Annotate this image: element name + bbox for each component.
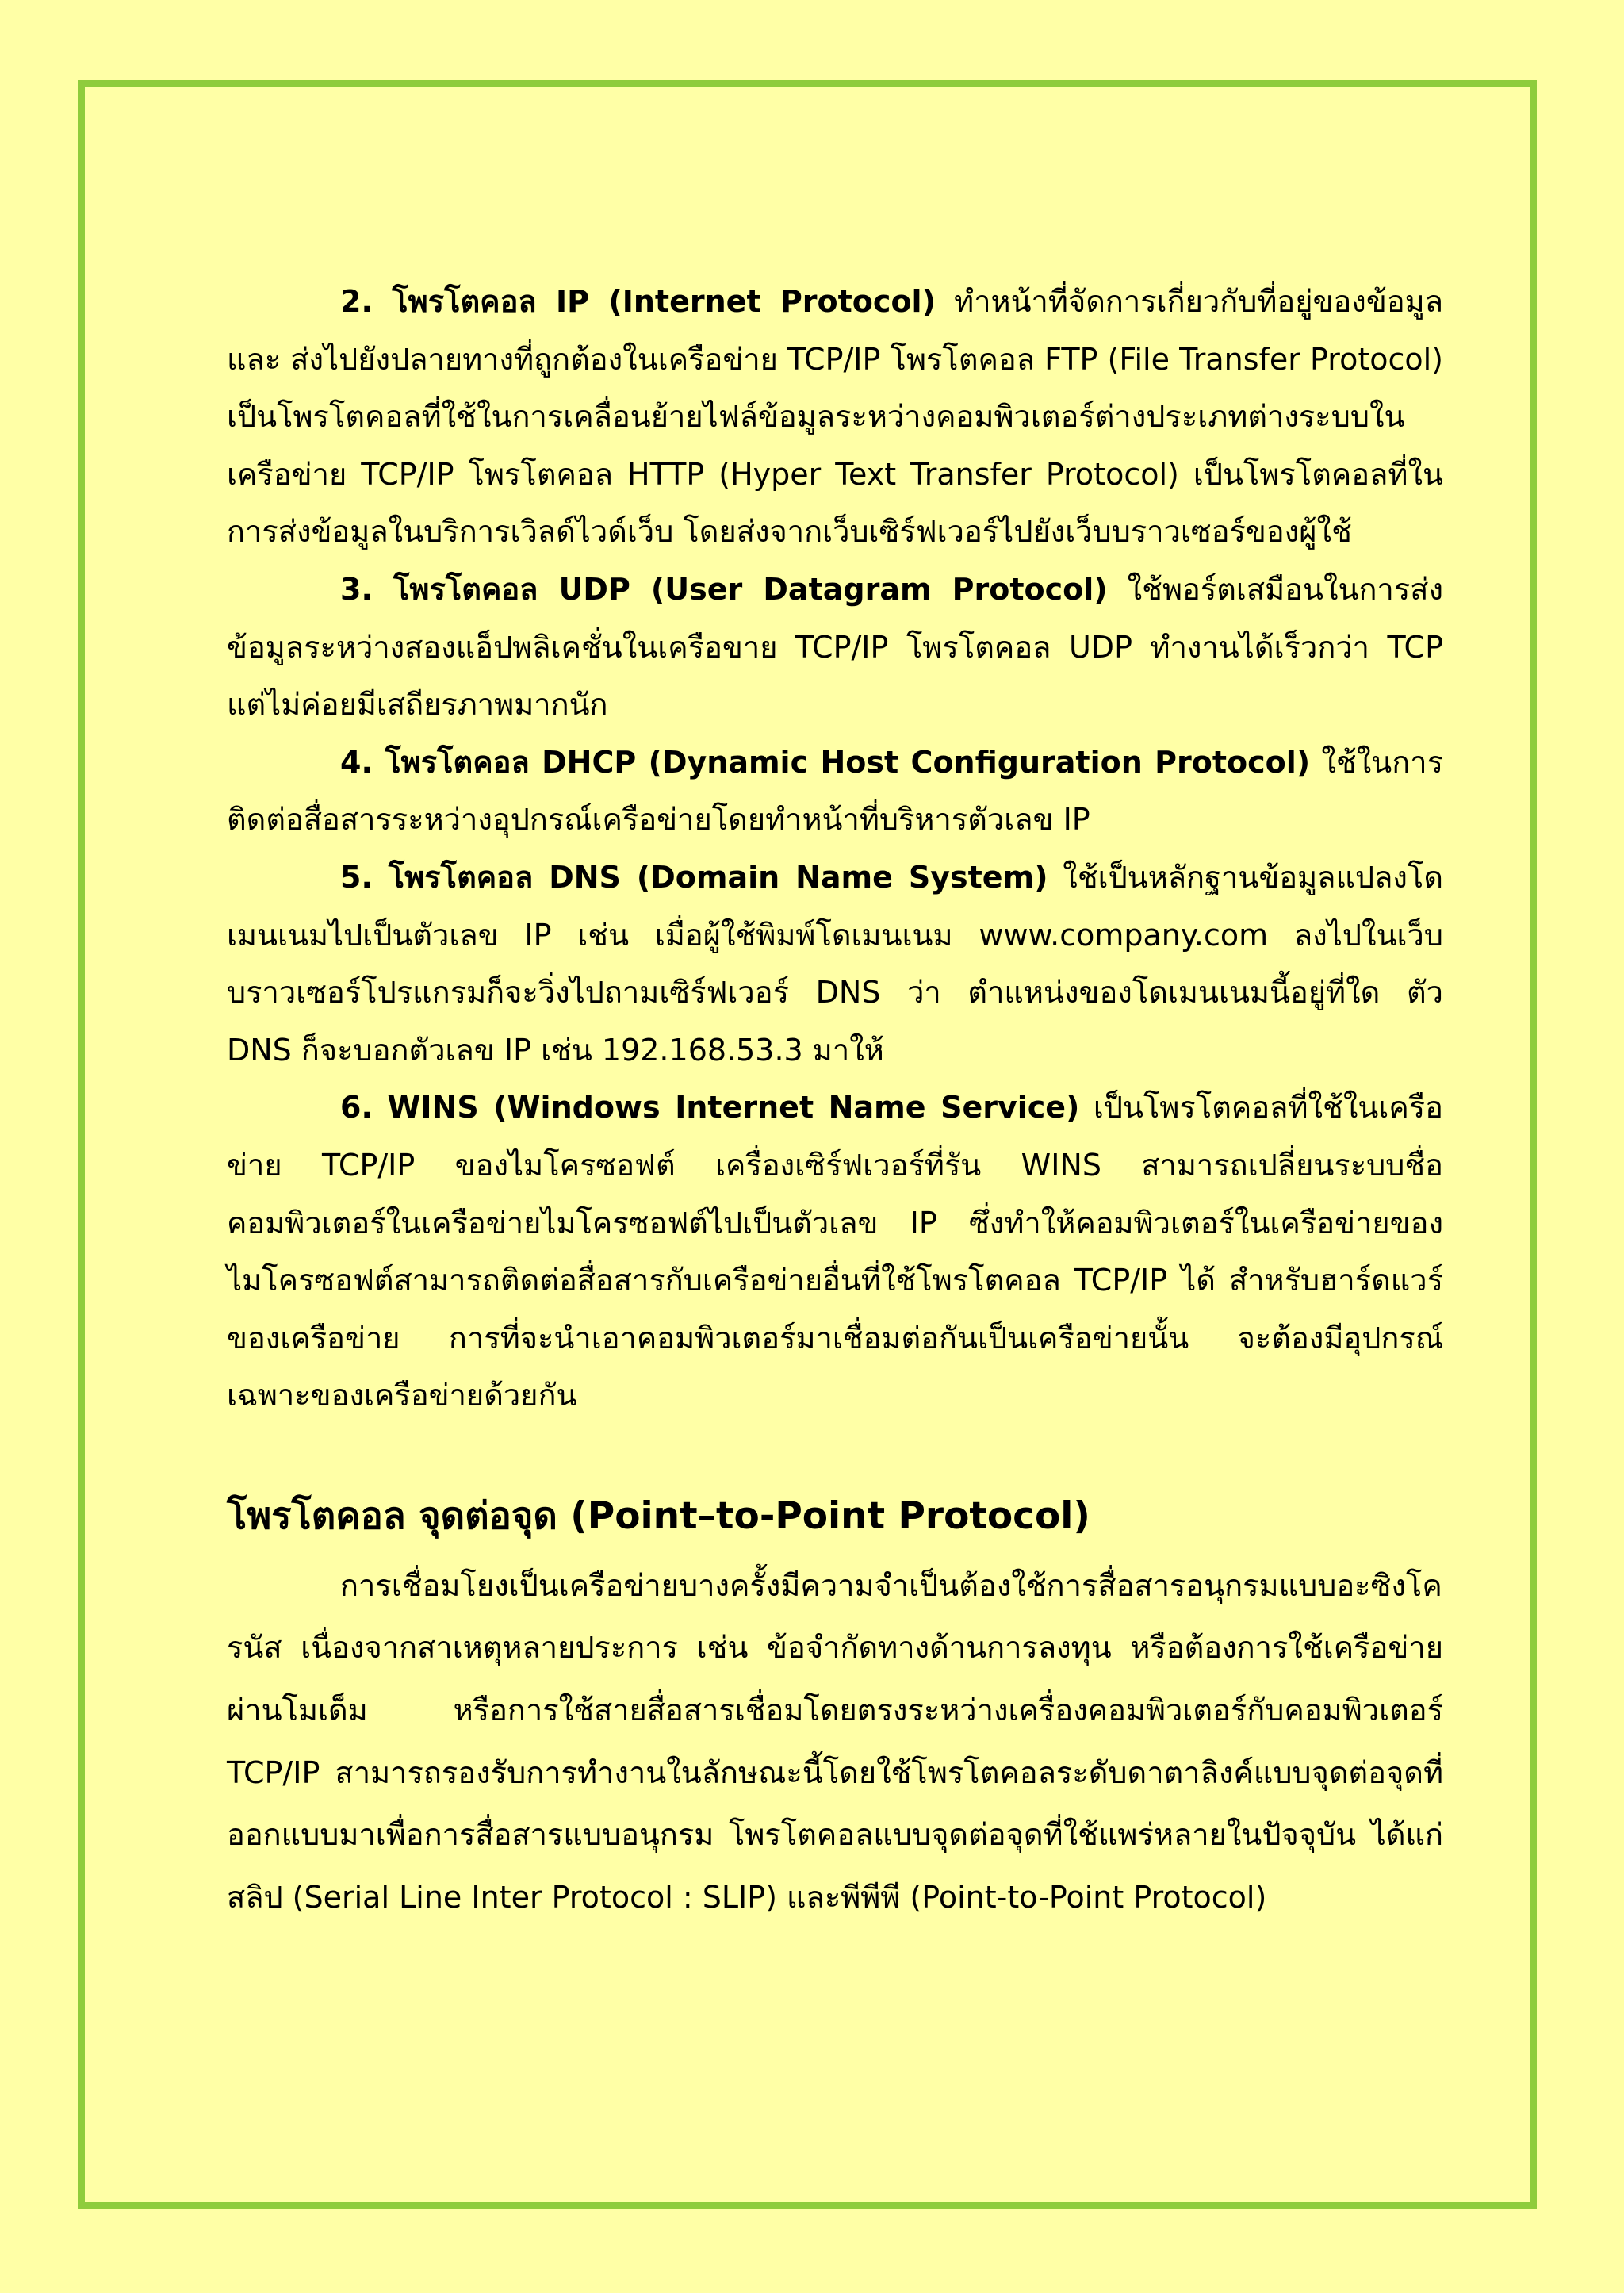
protocol-item-dns: [227, 849, 1443, 1079]
protocol-item-title: 3. โพรโตคอล UDP (User Datagram Protocol): [340, 571, 1108, 607]
section-paragraph: การเชื่อมโยงเป็นเครือข่ายบางครั้งมีความจำเป็นต้องใช้การสื่อสารอนุกรมแบบอะซิงโครนัส เนื่องจากสาเหตุหลายประการ เช่น ข้อจำกัดทางด้านการลงทุน หรือต้องการใช้เครือข่ายผ่านโมเด็ม หรือการใช้สายสื่อสารเชื่อมโดยตรงระหว่างเครื่องคอมพิวเตอร์กับคอมพิวเตอร์ TCP/IP สามารถรองรับการทำงานในลักษณะนี้โดยใช้โพรโตคอลระดับดาตาลิงค์แบบจุดต่อจุดที่ออกแบบมาเพื่อการสื่อสารแบบอนุกรม โพรโตคอลแบบจุดต่อจุดที่ใช้แพร่หลายในปัจจุบัน ได้แก่ สลิป (Serial Line Inter Protocol : SLIP) และพีพีพี (Point-to-Point Protocol): [227, 1567, 1443, 1915]
protocol-item-udp: [227, 561, 1443, 734]
protocol-item-text: ใช้เป็นหลักฐานข้อมูลแปลงโดเมนเนมไปเป็นตัวเลข IP เช่น เมื่อผู้ใช้พิมพ์โดเมนเนม www.company.com ลงไปในเว็บบราวเซอร์โปรแกรมก็จะวิ่งไปถามเซิร์ฟเวอร์ DNS ว่า ตำแหน่งของโดเมนเนมนี้อยู่ที่ใด ตัว DNS ก็จะบอกตัวเลข IP เช่น 192.168.53.3 มาให้: [227, 859, 1444, 1068]
protocol-item-title: 6. WINS (Windows Internet Name Service): [340, 1090, 1080, 1125]
protocol-item-dhcp: [227, 734, 1443, 849]
protocol-item-text: ทำหน้าที่จัดการเกี่ยวกับที่อยู่ของข้อมูล และ ส่งไปยังปลายทางที่ถูกต้องในเครือข่าย TCP/IP โพรโตคอล FTP (File Transfer Protocol) เป็นโพรโตคอลที่ใช้ในการเคลื่อนย้ายไฟล์ข้อมูลระหว่างคอมพิวเตอร์ต่างประเภทต่างระบบในเครือข่าย TCP/IP โพรโตคอล HTTP (Hyper Text Transfer Protocol) เป็นโพรโตคอลที่ในการส่งข้อมูลในบริการเวิลด์ไวด์เว็บ โดยส่งจากเว็บเซิร์ฟเวอร์ไปยังเว็บบราวเซอร์ของผู้ใช้: [227, 284, 1443, 550]
protocol-item-text: ใช้ในการติดต่อสื่อสารระหว่างอุปกรณ์เครือข่ายโดยทำหน้าที่บริหารตัวเลข IP: [227, 744, 1444, 838]
protocol-item-title: 2. โพรโตคอล IP (Internet Protocol): [340, 284, 936, 319]
protocol-item-ip: [227, 273, 1443, 561]
protocol-item-wins: [227, 1079, 1443, 1424]
protocol-item-title: 5. โพรโตคอล DNS (Domain Name System): [340, 859, 1048, 895]
protocol-item-text: ใช้พอร์ตเสมือนในการส่งข้อมูลระหว่างสองแอ็ปพลิเคชั่นในเครือขาย TCP/IP โพรโตคอล UDP ทำงานได้เร็วกว่า TCP แต่ไม่ค่อยมีเสถียรภาพมากนัก: [227, 571, 1443, 723]
document-body: [227, 273, 1443, 1928]
section-heading: โพรโตคอล จุดต่อจุด (Point–to-Point Protocol): [227, 1494, 1090, 1538]
protocol-item-text: เป็นโพรโตคอลที่ใช้ในเครือข่าย TCP/IP ของไมโครซอฟต์ เครื่องเซิร์ฟเวอร์ที่รัน WINS สามารถเปลี่ยนระบบชื่อคอมพิวเตอร์ในเครือข่ายไมโครซอฟต์ไปเป็นตัวเลข IP ซึ่งทำให้คอมพิวเตอร์ในเครือข่ายของไมโครซอฟต์สามารถติดต่อสื่อสารกับเครือข่ายอื่นที่ใช้โพรโตคอล TCP/IP ได้ สำหรับฮาร์ดแวร์ของเครือข่าย การที่จะนำเอาคอมพิวเตอร์มาเชื่อมต่อกันเป็นเครือข่ายนั้น จะต้องมีอุปกรณ์เฉพาะของเครือข่ายด้วยกัน: [227, 1090, 1444, 1413]
protocol-item-title: 4. โพรโตคอล DHCP (Dynamic Host Configuration Protocol): [340, 744, 1311, 780]
